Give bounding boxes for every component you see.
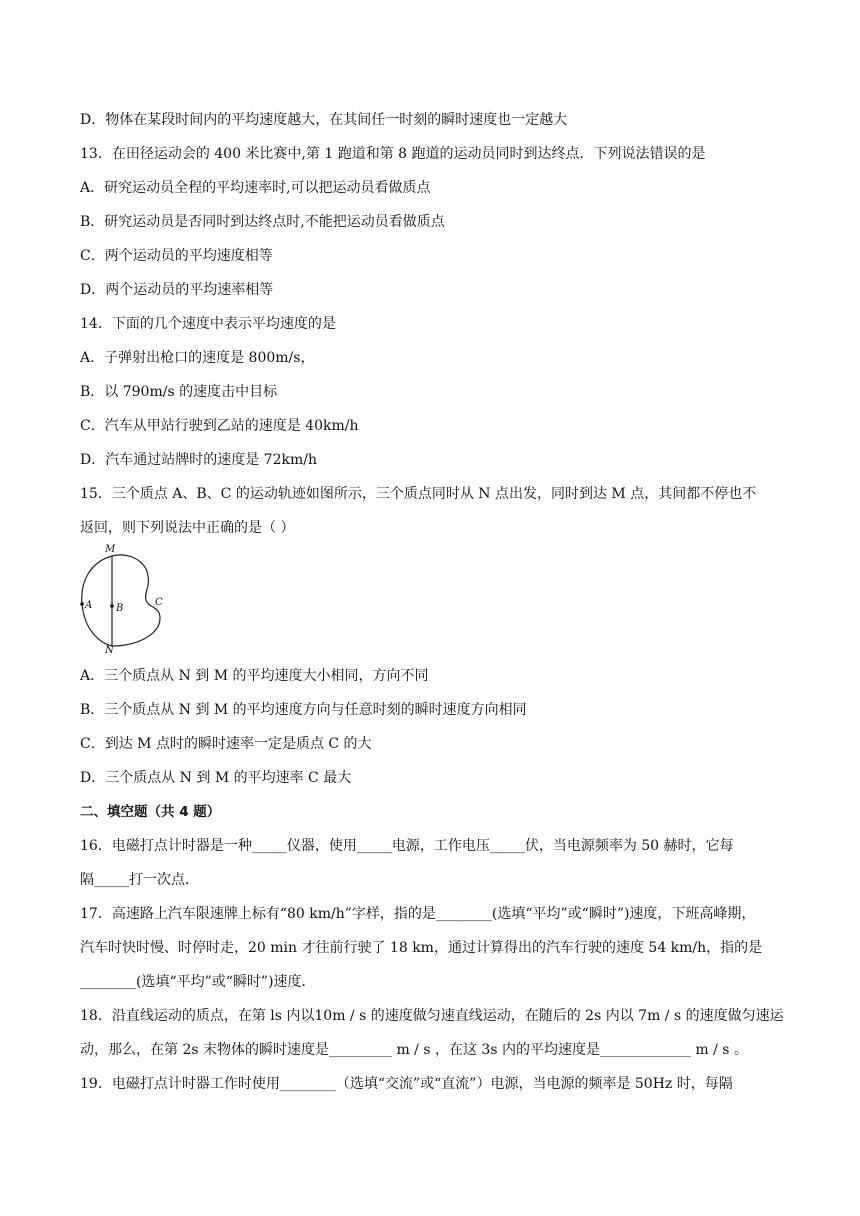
- label-a: A: [85, 600, 93, 611]
- q17-line2: 汽车时快时慢、时停时走，20 min 才往前行驶了 18 km，通过计算得出的汽车行驶的速度 54 km/h，指的是: [80, 940, 763, 956]
- section-heading: 二、填空题（共 4 题）: [80, 804, 221, 820]
- q13-stem: 13．在田径运动会的 400 米比赛中,第 1 跑道和第 8 跑道的运动员同时到达终点．下列说法错误的是: [80, 146, 706, 162]
- q14-option-a: A．子弹射出枪口的速度是 800m/s，: [80, 350, 315, 366]
- q15-stem-line1: 15．三个质点 A、B、C 的运动轨迹如图所示，三个质点同时从 N 点出发，同时到达 M 点，其间都不停也不: [80, 486, 757, 502]
- label-n: N: [105, 645, 114, 654]
- q14-stem: 14．下面的几个速度中表示平均速度的是: [80, 316, 336, 332]
- q17-line1: 17．高速路上汽车限速牌上标有“80 km/h”字样，指的是________(选填“平均”或“瞬时”)速度，下班高峰期，: [80, 906, 756, 922]
- q17-line3: ________(选填“平均”或“瞬时”)速度．: [80, 974, 316, 990]
- q15-option-d: D．三个质点从 N 到 M 的平均速率 C 最大: [80, 770, 352, 786]
- label-c: C: [155, 597, 163, 608]
- trajectory-figure: [76, 542, 172, 654]
- q15-option-c: C．到达 M 点时的瞬时速率一定是质点 C 的大: [80, 736, 372, 752]
- q14-option-b: B．以 790m/s 的速度击中目标: [80, 384, 278, 400]
- q16-line2: 隔_____打一次点．: [80, 872, 199, 888]
- q13-option-a: A．研究运动员全程的平均速率时,可以把运动员看做质点: [80, 180, 431, 196]
- q15-stem-line2: 返回，则下列说法中正确的是（ ）: [80, 520, 295, 536]
- q15-option-a: A．三个质点从 N 到 M 的平均速度大小相同，方向不同: [80, 668, 429, 684]
- point-a: [80, 602, 84, 606]
- q13-option-c: C．两个运动员的平均速度相等: [80, 248, 273, 264]
- q12-option-d: D．物体在某段时间内的平均速度越大，在其间任一时刻的瞬时速度也一定越大: [80, 112, 568, 128]
- path-c-curve: [112, 555, 160, 646]
- q13-option-d: D．两个运动员的平均速率相等: [80, 282, 274, 298]
- q13-option-b: B．研究运动员是否同时到达终点时,不能把运动员看做质点: [80, 214, 445, 230]
- q18-line2: 动，那么，在第 2s 末物体的瞬时速度是_________ m / s ，在这 3s 内的平均速度是_____________ m / s 。: [80, 1042, 748, 1058]
- point-b: [110, 604, 114, 608]
- q16-line1: 16．电磁打点计时器是一种_____仪器，使用_____电源，工作电压_____伏，当电源频率为 50 赫时，它每: [80, 838, 734, 854]
- q14-option-d: D．汽车通过站牌时的速度是 72km/h: [80, 452, 317, 468]
- label-b: B: [116, 603, 124, 614]
- q18-line1: 18．沿直线运动的质点，在第 ls 内以10m / s 的速度做匀速直线运动，在随后的 2s 内以 7m / s 的速度做匀速运: [80, 1008, 784, 1024]
- q19-line1: 19．电磁打点计时器工作时使用________（选填“交流”或“直流”）电源，当电源的频率是 50Hz 时，每隔: [80, 1076, 733, 1092]
- q15-option-b: B．三个质点从 N 到 M 的平均速度方向与任意时刻的瞬时速度方向相同: [80, 702, 527, 718]
- label-m: M: [105, 544, 116, 555]
- q14-option-c: C．汽车从甲站行驶到乙站的速度是 40km/h: [80, 418, 359, 434]
